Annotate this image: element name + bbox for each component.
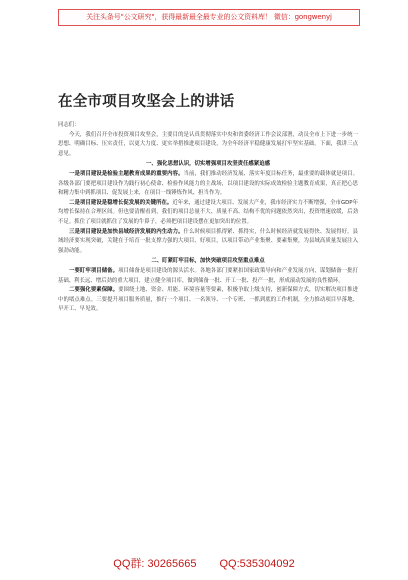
paragraph-body: 要围绕土地、资金、用能、环境容量等要素，积极争取上级支持，创新保障方式，切实解决项目推进中的堵点难点。三要提升项目服务质量，推行一个项目、一名领导、一个专班、一抓到底的工作机制，全力推动项目早落地、早开工、早见效。 bbox=[58, 287, 358, 313]
contact-footer bbox=[0, 555, 408, 571]
paragraph-lead: 二要强化要素保障。 bbox=[69, 287, 119, 294]
document-title: 在全市项目攻坚会上的讲话 bbox=[58, 93, 235, 110]
section-heading-2: 二、盯紧盯牢目标，加快突破项目攻坚重点难点 bbox=[151, 258, 265, 265]
paragraph-body: 什么时候项目抓得紧、抓得实，什么时候经济就发展得快、发展得好。县域经济要实现突破，关键在于培育一批支撑力强的大项目、好项目，以项目带动产业集聚、要素集聚，为县域高质量发展注入强劲动能。 bbox=[58, 228, 358, 254]
paragraph-body: 当前，我们推动经济发展、落实年度目标任务，最重要的载体就是项目。各级各部门要把项目建设作为践行初心使命、检验作风能力的主战场，以项目建设的实际成效检验主题教育成果，真正把心思和精力集中到抓项目、促发展上来，在项目一线锤炼作风、担当作为。 bbox=[58, 170, 358, 197]
section-heading-1: 一、强化思想认识，切实增强项目攻坚责任感紧迫感 bbox=[146, 161, 270, 168]
paragraph-body: 项目储备是项目建设的源头活水。各地各部门要紧扣国家政策导向和产业发展方向，谋划储备一批打基础、利长远、增后劲的重大项目，建立健全项目库，做到储备一批、开工一批、投产一批，形成滚动发展的良性循环。 bbox=[58, 267, 358, 284]
intro-paragraph: 今天，我们召开全市投资项目攻坚会，主要目的是认真贯彻落实中央和省委经济工作会议部署，动员全市上下进一步统一思想、明确目标、压实责任，以更大力度、更实举措推进项目建设，为全年经济平稳健康发展打牢坚实基础。下面，我讲三点意见。 bbox=[58, 131, 358, 157]
document-body bbox=[58, 121, 358, 315]
paragraph-lead: 一要盯牢项目储备。 bbox=[69, 267, 119, 274]
paragraph bbox=[58, 228, 358, 257]
document-greeting: 同志们： bbox=[58, 122, 80, 128]
paragraph-body: 近年来，通过建设大项目、发展大产业，我市经济实力不断增强，全市GDP年均增长保持在合理区间。但也要清醒看到，我们的项目总量不大、质量不高、结构不优的问题依然突出，投资增速放缓，后劲不足。抓住了项目就抓住了发展的牛鼻子，必须把项目建设摆在更加突出的位置。 bbox=[58, 199, 358, 225]
paragraph-lead: 三是项目建设是加快县域经济发展的内生动力。 bbox=[69, 228, 184, 235]
paragraph-lead: 一是项目建设是检验主题教育成果的重要内容。 bbox=[69, 170, 184, 177]
promo-banner bbox=[58, 9, 360, 26]
footer-qq-group: QQ群: 30265665 bbox=[113, 558, 197, 570]
paragraph bbox=[58, 267, 358, 286]
paragraph bbox=[58, 199, 358, 228]
paragraph-lead: 二是项目建设是稳增长促发展的关键所在。 bbox=[69, 199, 173, 206]
paragraph bbox=[58, 286, 358, 315]
promo-banner-text: 关注头条号"公文研究"，获得最新最全最专业的公文资料库！ 微信：gongwenyj bbox=[86, 13, 332, 21]
footer-qq: QQ:535304092 bbox=[219, 558, 295, 570]
paragraph bbox=[58, 170, 358, 199]
